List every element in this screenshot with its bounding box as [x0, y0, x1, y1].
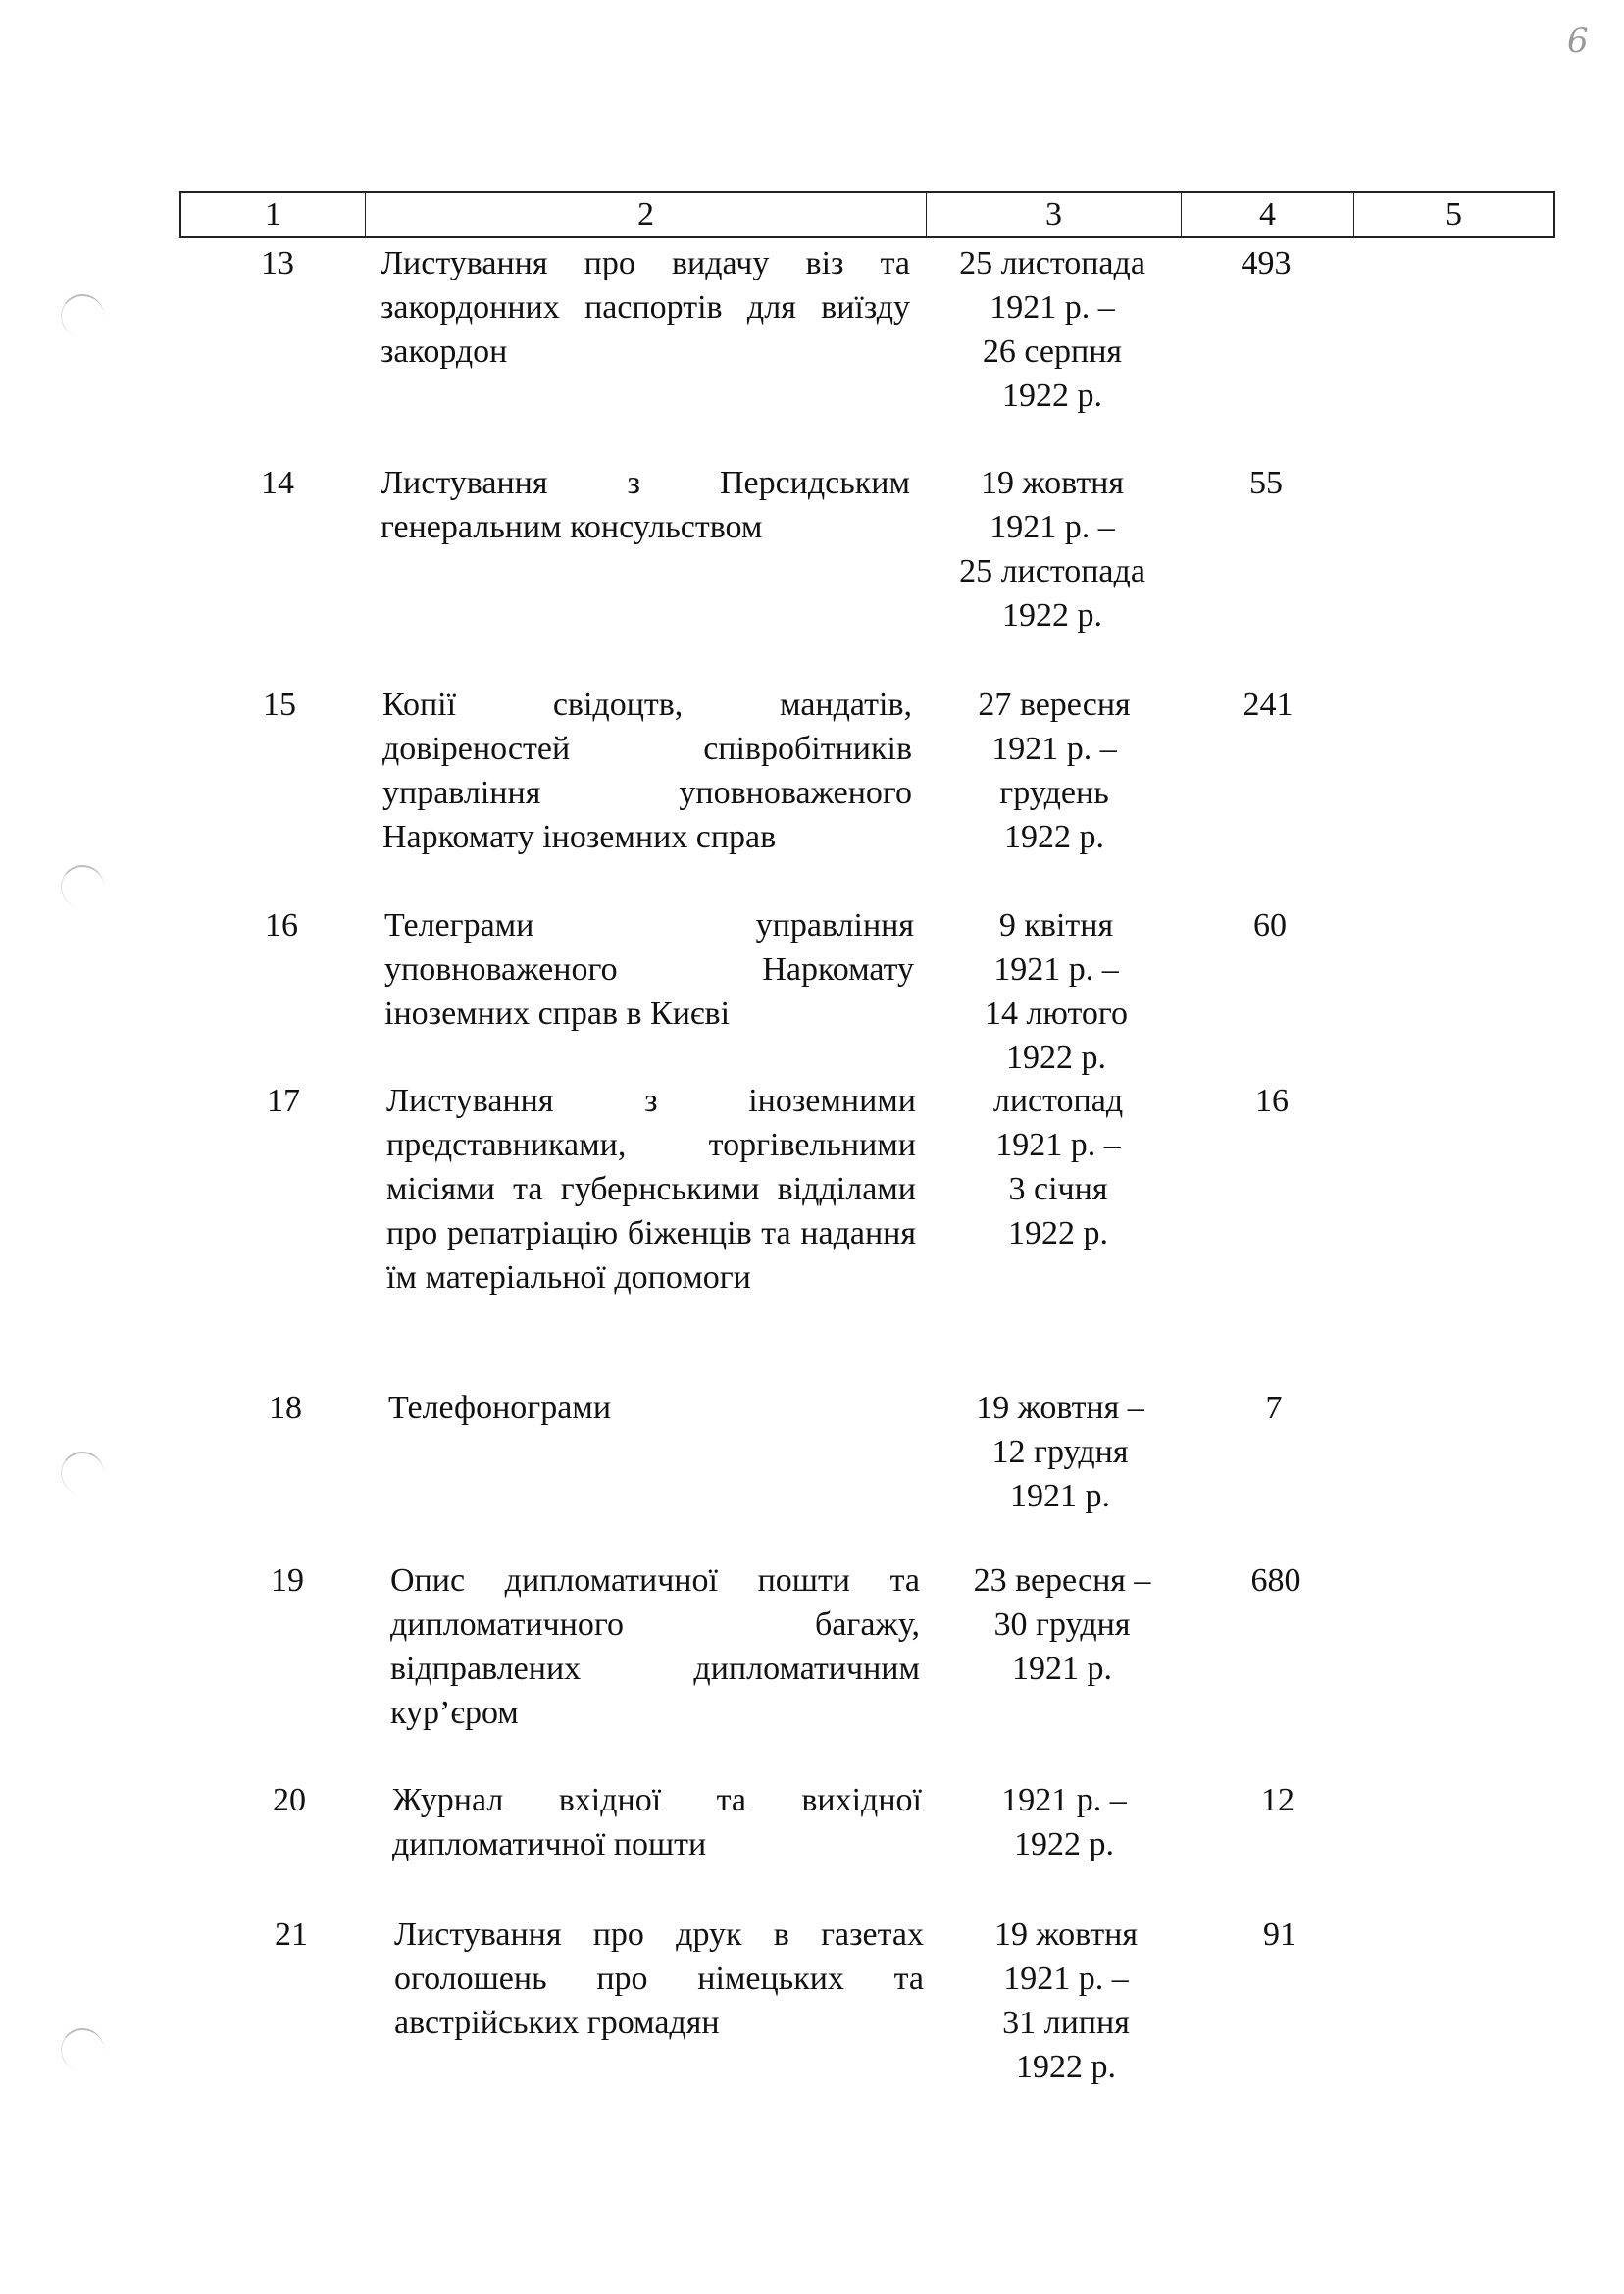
row-sheet-count: 16 — [1255, 1083, 1289, 1119]
row-date-range: 27 вересня 1921 р. – грудень 1922 р. — [978, 687, 1131, 855]
row-date-range: 19 жовтня – 12 грудня 1921 р. — [976, 1390, 1144, 1514]
row-sheet-count: 680 — [1250, 1562, 1301, 1599]
punch-hole-mark — [61, 2028, 104, 2071]
row-number: 15 — [263, 687, 296, 723]
row-number: 17 — [267, 1083, 300, 1119]
punch-hole-mark — [61, 1452, 104, 1495]
row-sheet-count: 60 — [1253, 907, 1287, 943]
punch-hole-mark — [61, 865, 104, 908]
row-date-range: 25 листопада 1921 р. – 26 серпня 1922 р. — [959, 245, 1145, 414]
header-col-4: 4 — [1182, 193, 1354, 236]
table-header — [179, 191, 1555, 238]
row-date-range: 19 жовтня 1921 р. – 25 листопада 1922 р. — [959, 465, 1145, 634]
row-description: Листування про друк в газетах оголошень про німецьких та австрійських громадян — [394, 1916, 924, 2041]
handwritten-page-number: 6 — [1567, 22, 1589, 61]
row-sheet-count: 12 — [1261, 1782, 1294, 1818]
row-sheet-count: 55 — [1249, 465, 1283, 501]
row-description: Копії свідоцтв, мандатів, довіреностей співробітників управління уповноваженого Наркомату іноземних справ — [382, 687, 912, 855]
row-description: Листування про видачу віз та закордонних паспортів для виїзду закордон — [381, 245, 910, 370]
header-col-2: 2 — [366, 193, 927, 236]
row-description: Листування з іноземними представниками, торгівельними місіями та губернськими відділами про репатріацію біженців та надання їм матеріальної допомоги — [386, 1083, 916, 1296]
row-number: 16 — [265, 907, 298, 943]
row-number: 13 — [261, 245, 294, 281]
row-date-range: листопад 1921 р. – 3 січня 1922 р. — [992, 1083, 1124, 1251]
row-description: Журнал вхідної та вихідної дипломатичної пошти — [392, 1782, 922, 1862]
header-col-1: 1 — [181, 193, 366, 236]
row-sheet-count: 241 — [1243, 687, 1294, 723]
row-sheet-count: 7 — [1265, 1390, 1283, 1426]
punch-hole-mark — [61, 294, 104, 337]
row-description: Листування з Персидським генеральним консульством — [381, 465, 910, 545]
header-col-5: 5 — [1446, 196, 1462, 232]
row-sheet-count: 493 — [1241, 245, 1292, 281]
row-description: Опис дипломатичної пошти та дипломатичного багажу, відправлених дипломатичним кур’єром — [390, 1562, 920, 1731]
row-date-range: 23 вересня – 30 грудня 1921 р. — [973, 1562, 1151, 1687]
row-date-range: 9 квітня 1921 р. – 14 лютого 1922 р. — [985, 907, 1128, 1076]
row-date-range: 19 жовтня 1921 р. – 31 липня 1922 р. — [993, 1916, 1139, 2085]
row-number: 19 — [271, 1562, 304, 1599]
row-number: 21 — [275, 1916, 308, 1953]
row-number: 20 — [273, 1782, 306, 1818]
row-number: 18 — [269, 1390, 302, 1426]
header-col-3: 3 — [927, 193, 1182, 236]
row-description: Телефонограми — [388, 1390, 612, 1426]
row-date-range: 1921 р. – 1922 р. — [1001, 1782, 1127, 1862]
row-sheet-count: 91 — [1263, 1916, 1296, 1953]
row-number: 14 — [261, 465, 294, 501]
row-description: Телеграми управління уповноваженого Наркомату іноземних справ в Києві — [384, 907, 914, 1032]
